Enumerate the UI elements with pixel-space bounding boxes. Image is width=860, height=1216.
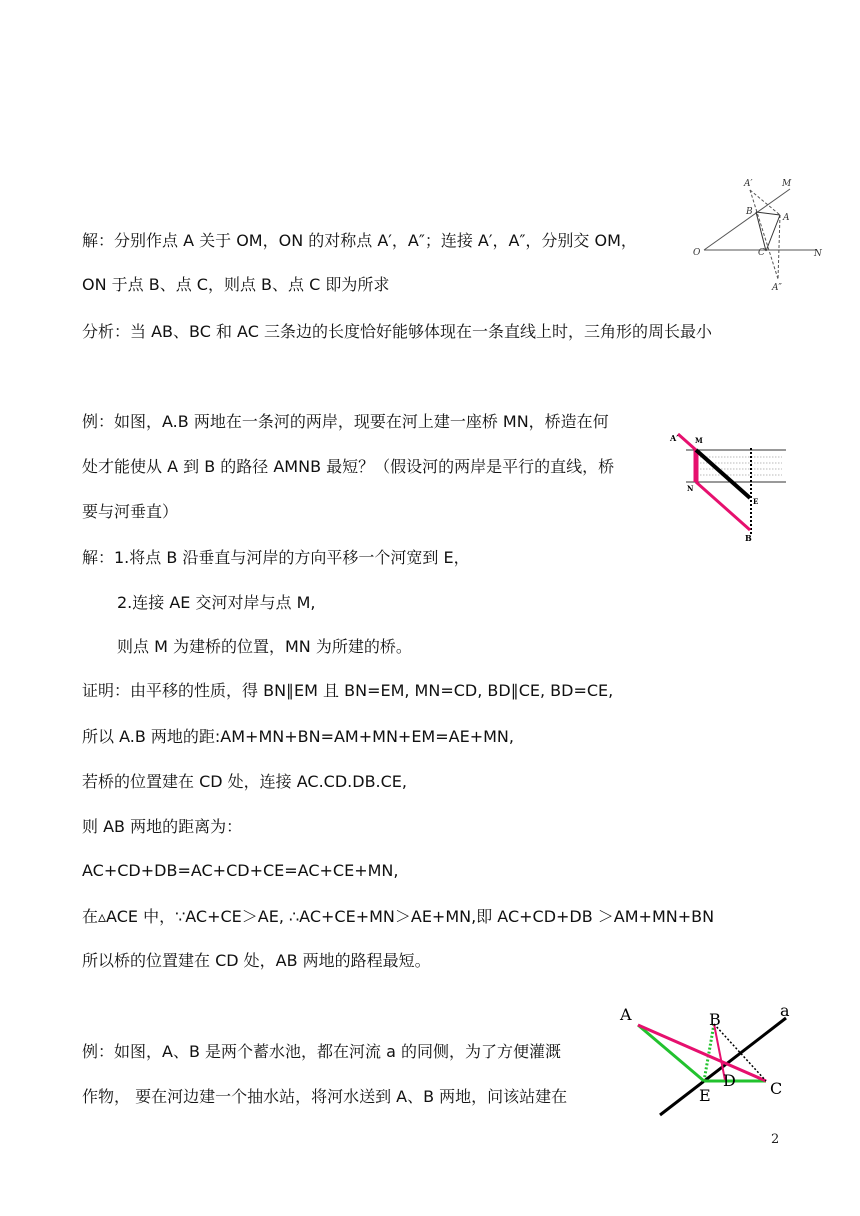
river-bridge-figure [668, 430, 798, 545]
label-M: M [695, 436, 703, 445]
text-line: 例：如图，A、B 是两个蓄水池，都在河流 a 的同侧，为了方便灌溉 [82, 1042, 561, 1061]
label-B: B [709, 1010, 721, 1029]
label-E: E [699, 1086, 711, 1105]
text-line: 解：1.将点 B 沿垂直与河岸的方向平移一个河宽到 E， [82, 548, 470, 567]
label-A-prime: A′ [744, 179, 753, 189]
text-line: 所以桥的位置建在 CD 处，AB 两地的路程最短。 [82, 951, 431, 970]
label-A: A [783, 213, 790, 223]
page-number: 2 [771, 1132, 780, 1147]
text-line: 则点 M 为建桥的位置，MN 为所建的桥。 [117, 637, 412, 656]
text-line: 处才能使从 A 到 B 的路径 AMNB 最短？（假设河的两岸是平行的直线，桥 [82, 457, 615, 476]
label-N: N [814, 249, 822, 259]
label-A-double-prime: A″ [772, 283, 782, 293]
text-line: 分析：当 AB、BC 和 AC 三条边的长度恰好能够体现在一条直线上时，三角形的周长最小 [82, 322, 712, 341]
text-line: 若桥的位置建在 CD 处，连接 AC.CD.DB.CE, [82, 772, 408, 791]
text-line: 所以 A.B 两地的距:AM+MN+BN=AM+MN+EM=AE+MN, [82, 727, 514, 746]
pump-station-figure [618, 1002, 803, 1122]
text-line: 证明：由平移的性质，得 BN∥EM 且 BN=EM, MN=CD, BD∥CE, BD=CE, [82, 681, 614, 700]
label-N: N [687, 484, 694, 493]
label-B: B [746, 207, 753, 217]
text-line: 则 AB 两地的距离为： [82, 817, 243, 836]
text-line: 例：如图，A.B 两地在一条河的两岸，现要在河上建一座桥 MN，桥造在何 [82, 412, 609, 431]
text-line: 作物， 要在河边建一个抽水站，将河水送到 A、B 两地，问该站建在 [82, 1087, 568, 1106]
text-line: 解：分别作点 A 关于 OM，ON 的对称点 A′，A″；连接 A′，A″，分别交 OM， [82, 231, 637, 250]
label-C: C [758, 248, 765, 258]
label-O: O [693, 248, 701, 258]
angle-reflection-figure [690, 175, 830, 295]
text-line: 要与河垂直） [82, 502, 179, 521]
text-line: 2.连接 AE 交河对岸与点 M, [117, 593, 316, 612]
label-A: A′ [670, 433, 679, 443]
text-line: ON 于点 B、点 C，则点 B、点 C 即为所求 [82, 275, 390, 294]
text-line: AC+CD+DB=AC+CD+CE=AC+CE+MN, [82, 861, 399, 880]
text-line: 在▵ACE 中，∵AC+CE＞AE, ∴AC+CE+MN＞AE+MN,即 AC+CD+DB ＞AM+MN+BN [82, 907, 715, 926]
label-a: a [780, 1002, 790, 1020]
label-B: B [745, 533, 752, 543]
label-C: C [770, 1079, 783, 1098]
label-M: M [782, 179, 792, 189]
label-A: A [620, 1005, 632, 1024]
label-E: E [753, 497, 759, 506]
label-D: D [723, 1071, 736, 1090]
